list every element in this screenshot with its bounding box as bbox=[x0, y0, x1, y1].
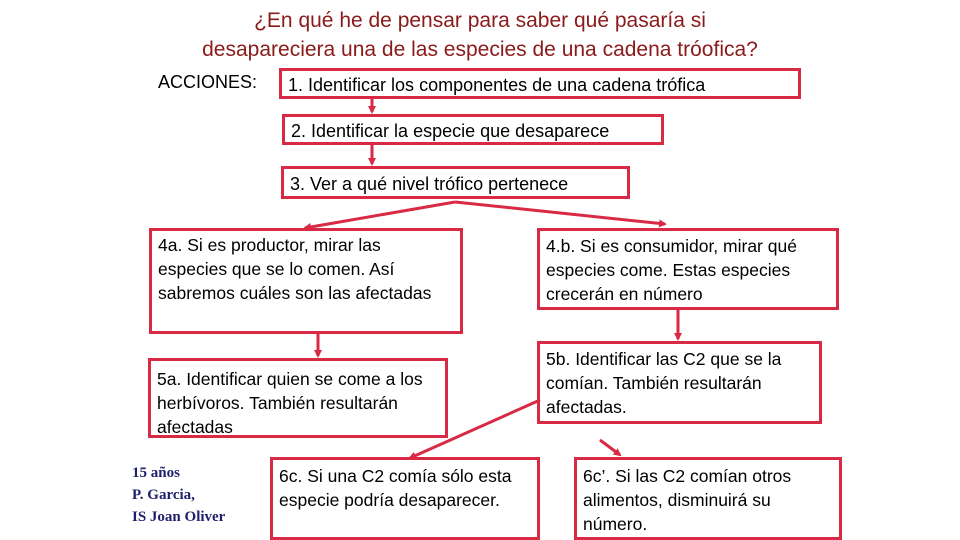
credits-line-1: 15 años bbox=[132, 465, 180, 481]
arrow-5b-to-6c-prime bbox=[600, 440, 620, 455]
credits-line-2: P. Garcia, bbox=[132, 487, 195, 503]
title-line-1: ¿En qué he de pensar para saber qué pasaría si bbox=[254, 9, 706, 32]
arrow-5b-to-6c bbox=[410, 400, 540, 458]
step-6c-prime-box: 6c’. Si las C2 comían otros alimentos, disminuirá su número. bbox=[574, 457, 842, 540]
step-2-box: 2. Identificar la especie que desaparece bbox=[282, 114, 664, 145]
step-4a-box: 4a. Si es productor, mirar las especies que se lo comen. Así sabremos cuáles son las afectadas bbox=[149, 228, 463, 334]
step-6c-box: 6c. Si una C2 comía sólo esta especie podría desaparecer. bbox=[270, 457, 540, 540]
credits-line-3: IS Joan Oliver bbox=[132, 509, 226, 525]
arrow-3-to-4b bbox=[455, 202, 665, 224]
step-5b-box: 5b. Identificar las C2 que se la comían. También resultarán afectadas. bbox=[537, 341, 822, 424]
step-3-box: 3. Ver a qué nivel trófico pertenece bbox=[281, 166, 630, 199]
step-1-box: 1. Identificar los componentes de una cadena trófica bbox=[279, 68, 801, 99]
title-line-2: desapareciera una de las especies de una cadena tróofica? bbox=[202, 38, 758, 61]
arrow-3-to-4a bbox=[305, 202, 455, 228]
acciones-label: ACCIONES: bbox=[158, 72, 258, 92]
step-5a-box: 5a. Identificar quien se come a los herbívoros. También resultarán afectadas bbox=[148, 358, 448, 438]
step-4b-box: 4.b. Si es consumidor, mirar qué especies come. Estas especies crecerán en número bbox=[537, 228, 839, 310]
